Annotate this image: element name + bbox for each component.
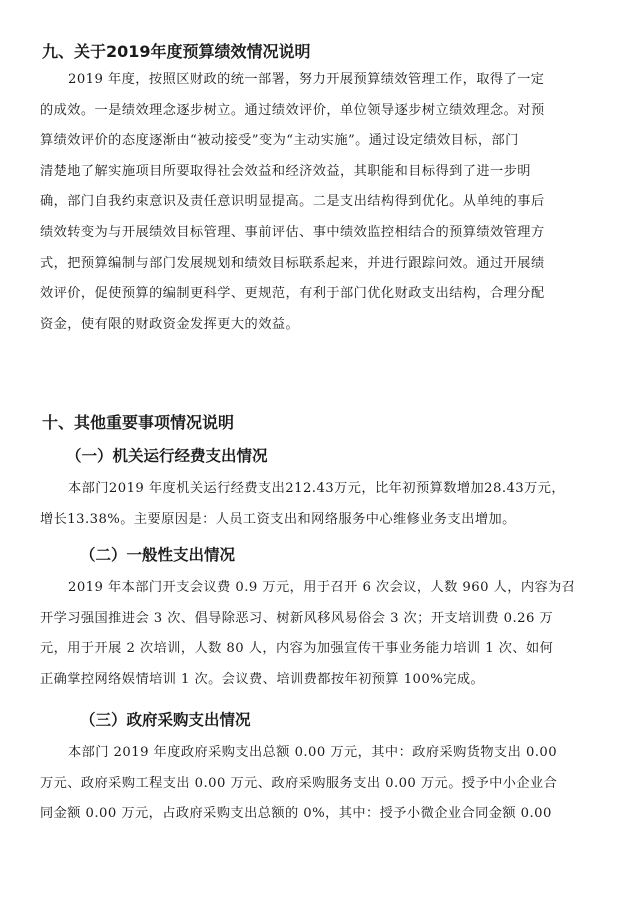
paragraph-line: 2019 年本部门开支会议费 0.9 万元，用于召开 6 次会议，人数 960 人，内容为召 [68, 580, 576, 595]
paragraph-line: 本部门2019 年度机关运行经费支出212.43万元，比年初预算数增加28.43万元， [68, 481, 566, 496]
paragraph-line: 本部门 2019 年度政府采购支出总额 0.00 万元，其中：政府采购货物支出 0.00 [68, 745, 558, 760]
subsection-3-paragraph [40, 738, 595, 830]
paragraph-line: 的成效。一是绩效理念逐步树立。通过绩效评价，单位领导逐步树立绩效理念。对预 [40, 102, 545, 118]
section-10-heading: 十、其他重要事项情况说明 [42, 413, 235, 432]
subsection-1-heading: （一）机关运行经费支出情况 [66, 447, 268, 465]
paragraph-line: 绩效转变为与开展绩效目标管理、事前评估、事中绩效监控相结合的预算绩效管理方 [40, 224, 545, 240]
paragraph-line: 同金额 0.00 万元，占政府采购支出总额的 0%，其中：授予小微企业合同金额 0.00 [40, 806, 552, 822]
paragraph-line: 资金，使有限的财政资金发挥更大的效益。 [40, 316, 300, 332]
paragraph-line: 增长13.38%。主要原因是：人员工资支出和网络服务中心维修业务支出增加。 [40, 511, 516, 527]
paragraph-line: 清楚地了解实施项目所要取得社会效益和经济效益，其职能和目标得到了进一步明 [40, 163, 531, 179]
subsection-2-paragraph [40, 573, 595, 695]
paragraph-line: 效评价，促使预算的编制更科学、更规范，有利于部门优化财政支出结构，合理分配 [40, 286, 545, 302]
paragraph-line: 元，用于开展 2 次培训，人数 80 人，内容为加强宣传干事业务能力培训 1 次、如何 [40, 641, 554, 657]
section-9-paragraph [40, 65, 595, 340]
section-9-heading: 九、关于2019年度预算绩效情况说明 [42, 42, 311, 61]
paragraph-line: 正确掌控网络娱情培训 1 次。会议费、培训费都按年初预算 100%完成。 [40, 671, 485, 687]
paragraph-line: 开学习强国推进会 3 次、倡导除恶习、树新风移风易俗会 3 次；开支培训费 0.26 万 [40, 610, 554, 626]
paragraph-line: 万元、政府采购工程支出 0.00 万元、政府采购服务支出 0.00 万元。授予中小企业合 [40, 775, 558, 791]
subsection-2-heading: （二）一般性支出情况 [80, 546, 236, 564]
paragraph-line: 2019 年度，按照区财政的统一部署，努力开展预算绩效管理工作，取得了一定 [68, 72, 545, 87]
subsection-3-heading: （三）政府采购支出情况 [80, 711, 251, 729]
paragraph-line: 算绩效评价的态度逐渐由“被动接受”变为“主动实施”。通过设定绩效目标，部门 [40, 133, 519, 149]
paragraph-line: 确，部门自我约束意识及责任意识明显提高。二是支出结构得到优化。从单纯的事后 [40, 194, 545, 210]
subsection-1-paragraph [40, 474, 595, 535]
paragraph-line: 式，把预算编制与部门发展规划和绩效目标联系起来，并进行跟踪问效。通过开展绩 [40, 255, 545, 271]
